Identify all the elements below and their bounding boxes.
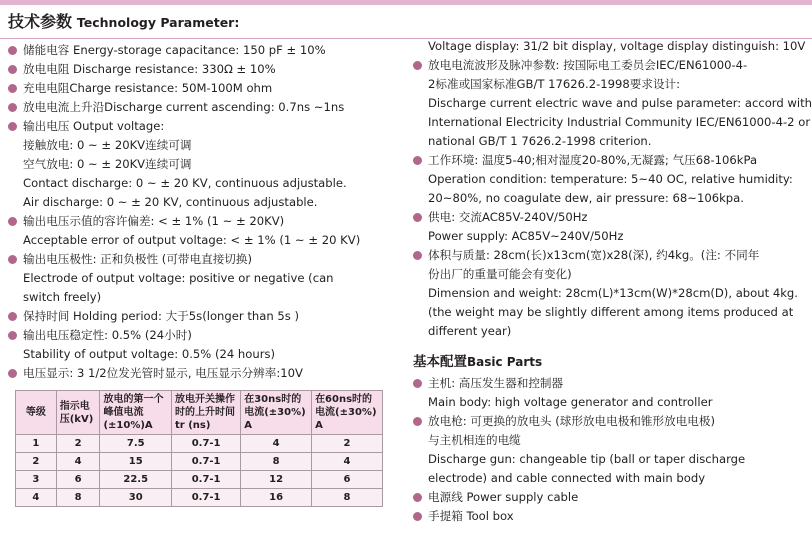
bullet-dot-icon	[8, 122, 17, 131]
spec-line: different year)	[428, 324, 512, 338]
spec-line: Stability of output voltage: 0.5% (24 hours)	[23, 347, 276, 361]
spec-item	[413, 488, 812, 507]
spec-line: 2标准或国家标准GB/T 17626.2-1998要求设计:	[428, 77, 681, 91]
spec-line: (the weight may be slightly different among items produced at	[428, 305, 794, 319]
bullet-dot-icon	[413, 493, 422, 502]
table-row	[16, 489, 383, 507]
spec-line: 放电电流上升沿Discharge current ascending: 0.7ns ~1ns	[23, 100, 345, 114]
bullet-dot-icon	[413, 156, 422, 165]
spec-item	[8, 79, 408, 98]
spec-line: Air discharge: 0 ~ ± 20 KV, continuous adjustable.	[23, 195, 318, 209]
spec-line: 与主机相连的电缆	[428, 433, 521, 447]
bullet-dot-icon	[8, 46, 17, 55]
spec-line: 保持时间 Holding period: 大于5s(longer than 5s )	[23, 309, 299, 323]
spec-line: International Electricity Industrial Community IEC/EN61000-4-2 or	[428, 115, 811, 129]
table-cell: 15	[100, 453, 172, 471]
spec-line: 空气放电: 0 ~ ± 20KV连续可调	[23, 157, 192, 171]
spec-line: 接触放电: 0 ~ ± 20KV连续可调	[23, 138, 192, 152]
table-cell: 4	[312, 453, 383, 471]
table-header-cell: 在30ns时的电流(±30%) A	[241, 391, 312, 435]
table-header-row	[16, 391, 383, 435]
table-cell: 0.7-1	[172, 489, 241, 507]
bullet-dot-icon	[8, 84, 17, 93]
spec-item	[8, 60, 408, 79]
bullet-dot-icon	[8, 217, 17, 226]
table-cell: 4	[16, 489, 57, 507]
basic-parts-title	[413, 353, 812, 372]
spec-line: 体积与质量: 28cm(长)x13cm(宽)x28(深), 约4kg。(注: 不同年	[428, 248, 760, 262]
table-cell: 12	[241, 471, 312, 489]
bullet-dot-icon	[413, 417, 422, 426]
spec-line: 电源线 Power supply cable	[428, 490, 579, 504]
spec-item	[413, 208, 812, 246]
spec-line: 电压显示: 3 1/2位发光管时显示, 电压显示分辨率:10V	[23, 366, 303, 380]
table-cell: 3	[16, 471, 57, 489]
bullet-dot-icon	[413, 213, 422, 222]
left-column	[8, 41, 408, 383]
spec-line: 供电: 交流AC85V-240V/50Hz	[428, 210, 588, 224]
bullet-dot-icon	[8, 65, 17, 74]
discharge-parameter-table	[15, 390, 383, 507]
table-row	[16, 435, 383, 453]
spec-line: 份出厂的重量可能会有变化)	[428, 267, 572, 281]
title-cn: 技术参数	[8, 12, 73, 31]
spec-item	[8, 364, 408, 383]
table-cell: 4	[56, 453, 100, 471]
spec-line: 输出电压稳定性: 0.5% (24小时)	[23, 328, 192, 342]
spec-line: 工作环境: 温度5-40;相对湿度20-80%,无凝露; 气压68-106kPa	[428, 153, 758, 167]
bullet-dot-icon	[8, 369, 17, 378]
spec-line: 充电电阻Charge resistance: 50M-100M ohm	[23, 81, 273, 95]
table-header-cell: 等级	[16, 391, 57, 435]
spec-line: Discharge current electric wave and pulse parameter: accord with	[428, 96, 812, 110]
spec-line: 输出电压极性: 正和负极性 (可带电直接切换)	[23, 252, 253, 266]
spec-item	[413, 151, 812, 208]
spec-line: Power supply: AC85V~240V/50Hz	[428, 229, 624, 243]
table-cell: 8	[241, 453, 312, 471]
table-cell: 4	[241, 435, 312, 453]
spec-item	[8, 307, 408, 326]
table-cell: 6	[312, 471, 383, 489]
spec-item	[8, 117, 408, 212]
spec-item	[8, 41, 408, 60]
spec-line: national GB/T 1 7626.2-1998 criterion.	[428, 134, 652, 148]
bullet-dot-icon	[8, 331, 17, 340]
spec-line: Voltage display: 31/2 bit display, voltage display distinguish: 10V	[428, 39, 806, 53]
table-header-cell: 放电开关操作时的上升时间tr (ns)	[172, 391, 241, 435]
spec-item	[413, 56, 812, 151]
spec-line: 输出电压 Output voltage:	[23, 119, 165, 133]
bullet-dot-icon	[413, 379, 422, 388]
spec-item	[413, 246, 812, 341]
table-cell: 7.5	[100, 435, 172, 453]
table-row	[16, 453, 383, 471]
spec-line: 主机: 高压发生器和控制器	[428, 376, 564, 390]
spec-line: Acceptable error of output voltage: < ± 1% (1 ~ ± 20 KV)	[23, 233, 361, 247]
table-cell: 16	[241, 489, 312, 507]
table-cell: 0.7-1	[172, 471, 241, 489]
spec-item	[413, 374, 812, 412]
spec-line: Contact discharge: 0 ~ ± 20 KV, continuous adjustable.	[23, 176, 347, 190]
right-column	[413, 37, 812, 526]
page-title	[8, 10, 239, 34]
bullet-dot-icon	[413, 61, 422, 70]
spec-line: Dimension and weight: 28cm(L)*13cm(W)*28cm(D), about 4kg.	[428, 286, 798, 300]
spec-line: 放电电流波形及脉冲参数: 按国际电工委员会IEC/EN61000-4-	[428, 58, 748, 72]
table-cell: 8	[312, 489, 383, 507]
bullet-dot-icon	[8, 312, 17, 321]
spec-line: 20~80%, no coagulate dew, air pressure: 68~106kpa.	[428, 191, 744, 205]
bullet-dot-icon	[8, 103, 17, 112]
spec-line: Discharge gun: changeable tip (ball or taper discharge	[428, 452, 746, 466]
basic-parts-title-cn: 基本配置	[413, 354, 467, 370]
table-cell: 2	[312, 435, 383, 453]
spec-item	[8, 250, 408, 307]
bullet-dot-icon	[413, 512, 422, 521]
spec-line: Operation condition: temperature: 5~40 OC, relative humidity:	[428, 172, 793, 186]
spec-line: 放电枪: 可更换的放电头 (球形放电电极和锥形放电电极)	[428, 414, 715, 428]
table-cell: 2	[16, 453, 57, 471]
title-en: Technology Parameter:	[76, 15, 240, 30]
basic-parts-title-en: Basic Parts	[467, 355, 543, 369]
spec-line: Electrode of output voltage: positive or negative (can	[23, 271, 334, 285]
table-cell: 22.5	[100, 471, 172, 489]
table-header-cell: 指示电压(kV)	[56, 391, 100, 435]
spec-line: 放电电阻 Discharge resistance: 330Ω ± 10%	[23, 62, 276, 76]
table-cell: 0.7-1	[172, 453, 241, 471]
spec-item	[413, 37, 812, 56]
spec-item	[413, 412, 812, 488]
table-cell: 30	[100, 489, 172, 507]
spec-line: Main body: high voltage generator and controller	[428, 395, 713, 409]
bullet-dot-icon	[413, 251, 422, 260]
spec-item	[8, 326, 408, 364]
table-row	[16, 471, 383, 489]
table-cell: 1	[16, 435, 57, 453]
spec-line: 手提箱 Tool box	[428, 509, 514, 523]
top-accent-bar	[0, 0, 812, 5]
spec-line: switch freely)	[23, 290, 102, 304]
bullet-dot-icon	[8, 255, 17, 264]
table-header-cell: 放电的第一个峰值电流(±10%)A	[100, 391, 172, 435]
table-cell: 6	[56, 471, 100, 489]
spec-item	[413, 507, 812, 526]
spec-line: 储能电容 Energy-storage capacitance: 150 pF ± 10%	[23, 43, 326, 57]
spec-item	[8, 98, 408, 117]
table-header-cell: 在60ns时的电流(±30%) A	[312, 391, 383, 435]
table-cell: 8	[56, 489, 100, 507]
table-cell: 2	[56, 435, 100, 453]
spec-line: electrode) and cable connected with main body	[428, 471, 706, 485]
table-cell: 0.7-1	[172, 435, 241, 453]
spec-item	[8, 212, 408, 250]
spec-line: 输出电压示值的容许偏差: < ± 1% (1 ~ ± 20KV)	[23, 214, 285, 228]
